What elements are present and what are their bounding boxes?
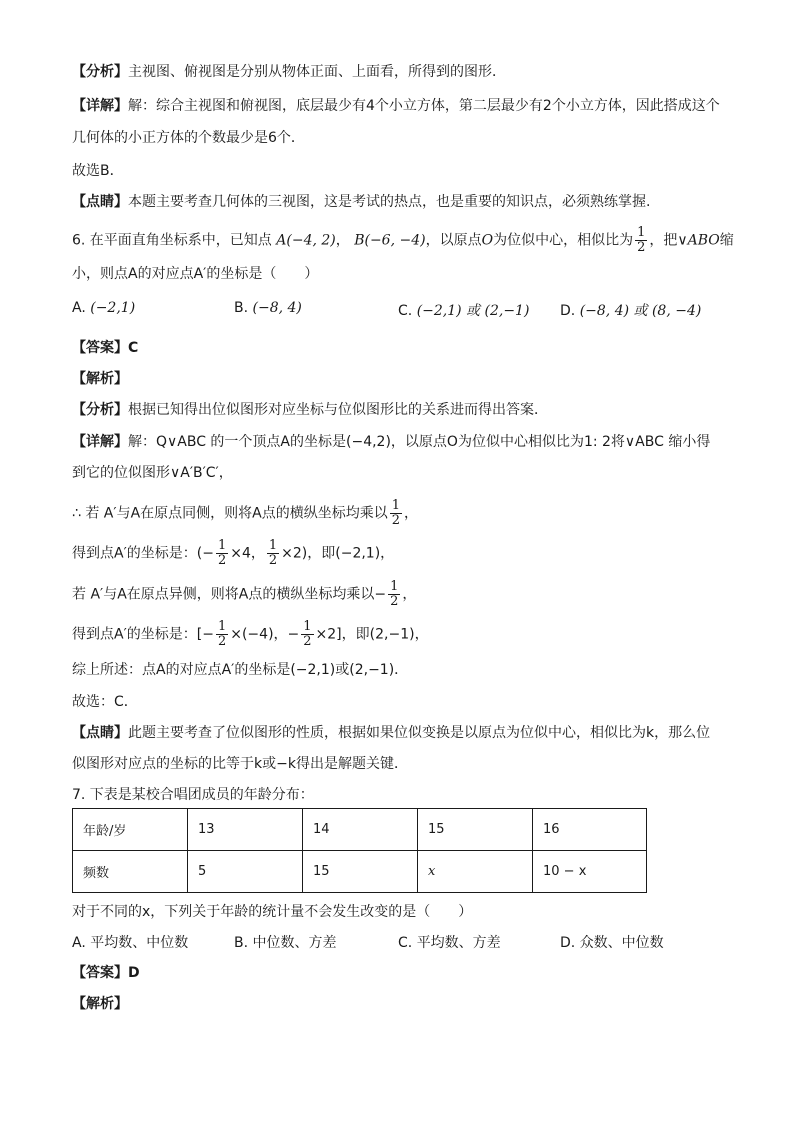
step-text: ×2]，即(2,−1)， [315, 626, 429, 643]
fraction-denominator: 2 [217, 553, 227, 568]
half-fraction [390, 499, 402, 528]
analysis-tag: 【分析】 [72, 402, 128, 418]
prev-comment [72, 192, 650, 212]
fraction-denominator: 2 [217, 634, 227, 649]
table-cell: 5 [188, 851, 303, 893]
q6-stem-text: 缩 [719, 232, 734, 249]
origin-o: O [481, 232, 494, 249]
option-label: A. [72, 300, 86, 316]
q6-option-b [234, 300, 302, 316]
q6-get2 [72, 620, 429, 649]
option-value: (−8, 4) [252, 300, 302, 316]
table-row [73, 851, 647, 893]
point-b: B(−6, −4) [354, 232, 426, 249]
step-text: 若 A′与A在原点异侧，则将A点的横纵坐标均乘以− [72, 586, 387, 603]
q6-option-c [398, 300, 529, 320]
option-value: (−2,1) [90, 300, 136, 316]
prev-analysis [72, 62, 506, 82]
table-cell: 14 [303, 809, 418, 851]
half-fraction [388, 580, 400, 609]
analysis-tag: 【分析】 [72, 64, 128, 80]
fraction-numerator: 1 [391, 498, 400, 513]
q7-answer: 【答案】D [72, 965, 140, 981]
q6-stem-line2: 小，则点A的对应点A′的坐标是（ ） [72, 266, 319, 282]
half-fraction [267, 539, 279, 568]
fraction-denominator: 2 [391, 513, 400, 528]
option-value: (−8, 4) 或 (8, −4) [579, 303, 702, 319]
q6-option-d [560, 300, 701, 320]
option-label: A. [72, 935, 86, 951]
q7-option-d [560, 932, 664, 952]
point-a: A(−4, 2) [276, 232, 336, 249]
q7-stem: 7. 下表是某校合唱团成员的年龄分布： [72, 787, 314, 803]
q6-comment [72, 723, 710, 743]
half-fraction [216, 620, 228, 649]
ratio-fraction [635, 226, 647, 255]
step-text: ×4， [230, 545, 265, 562]
q6-choose: 故选：C． [72, 694, 138, 710]
comment-text: 此题主要考查了位似图形的性质，根据如果位似变换是以原点为位似中心，相似比为k，那么位 [128, 725, 711, 741]
fraction-denominator: 2 [303, 634, 312, 649]
analysis-text: 主视图、俯视图是分别从物体正面、上面看，所得到的图形． [128, 64, 506, 80]
option-value: 中位数、方差 [252, 935, 337, 951]
q6-stem: 6. 在平面直角坐标系中，已知点 A(−4, 2)， B(−6, −4)，以原点O为位似中心，相似比为 $\frac{1}{2}$ ，把∨ABO缩 [72, 225, 734, 255]
detail-tag: 【详解】 [72, 434, 128, 450]
step-text: ∴ 若 A′与A在原点同侧，则将A点的横纵坐标均乘以 [72, 505, 388, 522]
table-cell: 频数 [73, 851, 188, 893]
option-value: (−2,1) 或 (2,−1) [416, 303, 530, 319]
option-label: D. [560, 935, 576, 951]
table-cell: 15 [418, 809, 533, 851]
q6-stem-text: 为位似中心，相似比为 [493, 232, 634, 249]
detail-text-cont: 几何体的小正方体的个数最少是6个． [72, 130, 305, 146]
half-fraction [301, 620, 313, 649]
q6-analysis [72, 400, 548, 420]
fraction-denominator: 2 [637, 240, 646, 255]
fraction-denominator: 2 [268, 553, 278, 568]
option-label: B. [234, 300, 249, 316]
table-cell: x [418, 851, 533, 893]
step-text: ， [402, 586, 417, 603]
analysis-text: 根据已知得出位似图形对应坐标与位似图形比的关系进而得出答案． [128, 402, 548, 418]
q7-option-c [398, 932, 501, 952]
q6-stem-text: 6. 在平面直角坐标系中，已知点 [72, 232, 272, 249]
prev-detail [72, 96, 720, 116]
detail-text: 解：Q∨ABC 的一个顶点A的坐标是(−4,2)，以原点O为位似中心相似比为1: 2将∨ABC 缩小得 [128, 434, 711, 450]
option-label: B. [234, 935, 249, 951]
option-value: 平均数、中位数 [90, 935, 189, 951]
fraction-numerator: 1 [217, 619, 227, 634]
fraction-numerator: 1 [303, 619, 312, 634]
fraction-numerator: 1 [390, 579, 399, 594]
fraction-numerator: 1 [268, 538, 278, 553]
fraction-denominator: 2 [390, 594, 399, 609]
comment-text-cont: 似图形对应点的坐标的比等于k或−k得出是解题关键． [72, 756, 408, 772]
table-cell: 13 [188, 809, 303, 851]
option-value: 平均数、方差 [416, 935, 501, 951]
step-text: 得到点A′的坐标是：(− [72, 545, 214, 562]
option-value: 众数、中位数 [579, 935, 664, 951]
q6-diff-side [72, 580, 416, 609]
comment-tag: 【点睛】 [72, 194, 128, 210]
q7-option-a [72, 932, 188, 952]
table-cell: 年龄/岁 [73, 809, 188, 851]
q6-jiexi: 【解析】 [72, 371, 128, 387]
q6-answer: 【答案】C [72, 340, 139, 356]
option-label: C. [398, 303, 413, 319]
q7-option-b [234, 932, 337, 952]
table-cell: 10 − x [533, 851, 647, 893]
table-row [73, 809, 647, 851]
q6-same-side [72, 499, 418, 528]
triangle-abo: ∨ABO [677, 232, 720, 249]
fraction-numerator: 1 [217, 538, 227, 553]
detail-tag: 【详解】 [72, 98, 128, 114]
q6-option-a [72, 300, 135, 316]
q6-detail [72, 432, 710, 452]
fraction-numerator: 1 [637, 225, 646, 240]
q7-question: 对于不同的x，下列关于年龄的统计量不会发生改变的是（ ） [72, 904, 473, 920]
detail-text: 解：综合主视图和俯视图，底层最少有4个小立方体，第二层最少有2个小立方体，因此搭成这个 [128, 98, 720, 114]
q6-stem-text: ，把 [649, 232, 678, 249]
half-fraction [216, 539, 228, 568]
q6-stem-text: ，以原点 [425, 232, 482, 249]
detail-text-cont: 到它的位似图形∨A′B′C′， [72, 465, 233, 481]
table-cell: 15 [303, 851, 418, 893]
comment-tag: 【点睛】 [72, 725, 128, 741]
option-label: D. [560, 303, 576, 319]
comment-text: 本题主要考查几何体的三视图，这是考试的热点，也是重要的知识点，必须熟练掌握. [128, 194, 651, 210]
table-cell: 16 [533, 809, 647, 851]
step-text: ， [404, 505, 418, 522]
step-text: 得到点A′的坐标是：[− [72, 626, 214, 643]
q7-jiexi: 【解析】 [72, 996, 128, 1012]
option-label: C. [398, 935, 413, 951]
prev-choose: 故选B． [72, 163, 124, 179]
q6-summary: 综上所述：点A的对应点A′的坐标是(−2,1)或(2,−1)． [72, 662, 409, 678]
age-distribution-table [72, 808, 647, 893]
step-text: ×2)，即(−2,1)， [281, 545, 395, 562]
step-text: ×(−4)，− [230, 626, 300, 643]
q6-get1 [72, 539, 394, 568]
